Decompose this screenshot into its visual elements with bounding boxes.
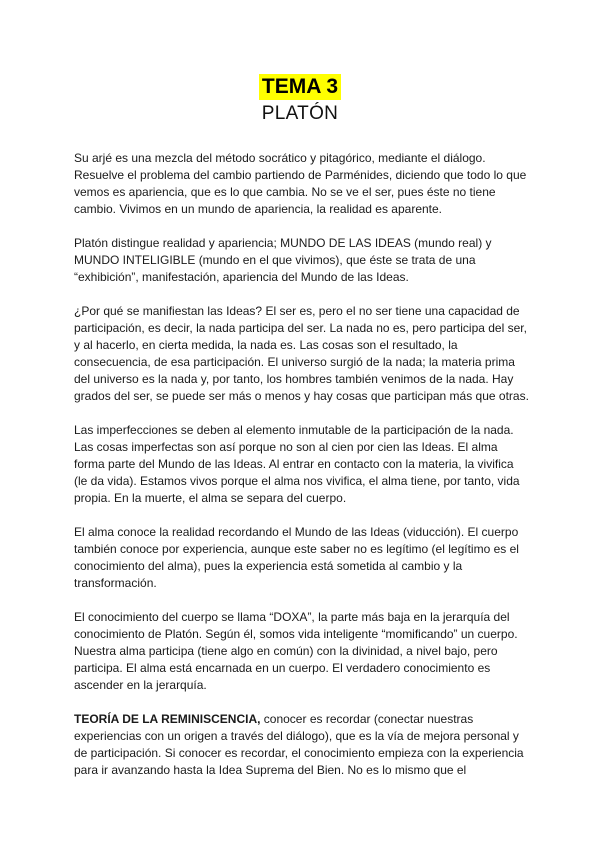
paragraph-reminiscencia [74, 711, 529, 779]
paragraph-doxa: El conocimiento del cuerpo se llama “DOXA”, la parte más baja en la jerarquía del conocimiento de Platón. Según él, somos vida inteligente “momificando” un cuerpo. Nuestra alma participa (tiene algo en común) con la divinidad, a nivel bajo, pero participa. El alma está encarnada en un cuerpo. El verdadero conocimiento es ascender en la jerarquía. [74, 610, 518, 692]
reminiscencia-text: conocer es recordar (conectar nuestras experiencias con un origen a través del diálogo), que es la vía de mejora personal y de participación. Si conocer es recordar, el conocimiento empieza con la experiencia para ir avanzando hasta la Idea Suprema del Bien. No es lo mismo que el [74, 712, 524, 777]
reminiscencia-heading: TEORÍA DE LA REMINISCENCIA, [74, 712, 261, 726]
paragraph-alma-conoce: El alma conoce la realidad recordando el Mundo de las Ideas (viducción). El cuerpo también conoce por experiencia, aunque este saber no es legítimo (el legítimo es el conocimiento del alma), pues la experiencia está sometida al cambio y la transformación. [74, 525, 519, 590]
subtitle-container [0, 101, 600, 127]
title-container [0, 74, 600, 100]
paragraph-imperfecciones: Las imperfecciones se deben al elemento inmutable de la participación de la nada. Las cosas imperfectas son así porque no son al cien por cien las Ideas. El alma forma parte del Mundo de las Ideas. Al entrar en contacto con la materia, la vivifica (le da vida). Estamos vivos porque el alma nos vivifica, el alma tiene, por tanto, vida propia. En la muerte, el alma se separa del cuerpo. [74, 423, 520, 505]
paragraph-realidad-apariencia: Platón distingue realidad y apariencia; MUNDO DE LAS IDEAS (mundo real) y MUNDO INTELIGIBLE (mundo en el que vivimos), que éste se trata de una “exhibición”, manifestación, apariencia del Mundo de las Ideas. [74, 236, 492, 284]
document-body [74, 150, 529, 796]
page-title: TEMA 3 [259, 74, 341, 100]
paragraph-arje: Su arjé es una mezcla del método socrático y pitagórico, mediante el diálogo. Resuelve el problema del cambio partiendo de Parménides, diciendo que todo lo que vemos es apariencia, que es lo que cambia. No se ve el ser, pues éste no tiene cambio. Vivimos en un mundo de apariencia, la realidad es aparente. [74, 151, 527, 216]
paragraph-manifestacion-ideas: ¿Por qué se manifiestan las Ideas? El ser es, pero el no ser tiene una capacidad de participación, es decir, la nada participa del ser. La nada no es, pero participa del ser, y al hacerlo, en cierta medida, la nada es. Las cosas son el resultado, la consecuencia, de esa participación. El universo surgió de la nada; la materia prima del universo es la nada y, por tanto, los hombres también venimos de la nada. Hay grados del ser, se puede ser más o menos y hay cosas que participan más que otras. [74, 304, 529, 403]
page-subtitle: PLATÓN [261, 103, 339, 124]
